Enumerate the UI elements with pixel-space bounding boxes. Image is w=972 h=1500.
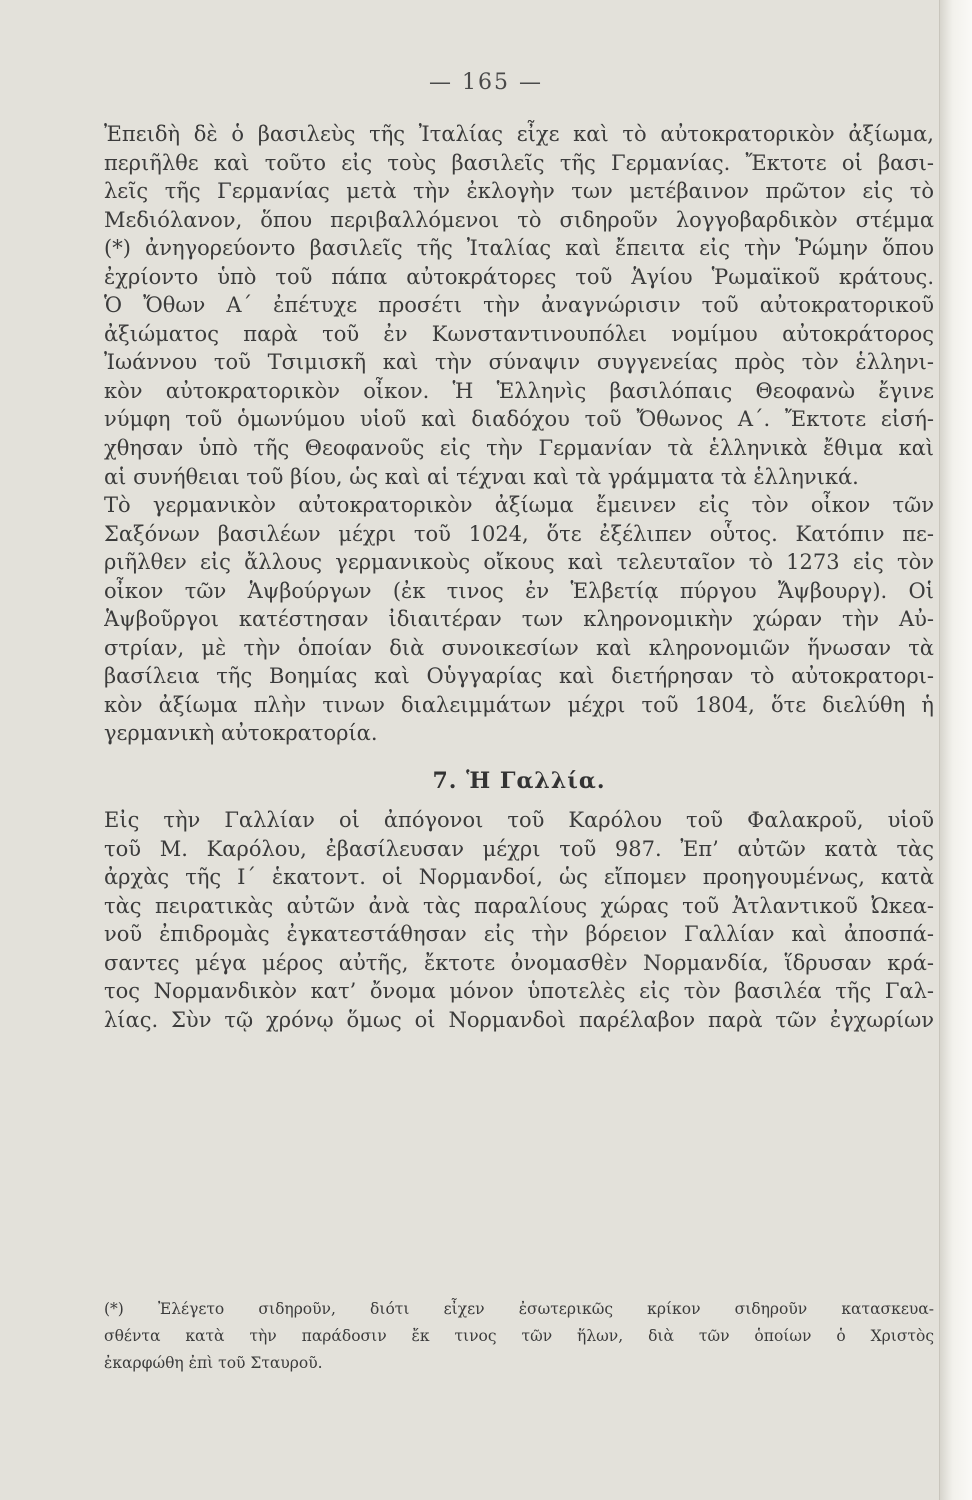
text-line: σαντες μέγα μέρος αὐτῆς, ἔκτοτε ὀνομασθὲν Νορμανδία, ἵδρυσαν κρά- <box>104 950 934 975</box>
paragraph-3 <box>104 806 934 1034</box>
text-line: περιῆλθε καὶ τοῦτο εἰς τοὺς βασιλεῖς τῆς Γερμανίας. Ἔκτοτε οἱ βασι- <box>104 150 934 175</box>
text-line: τοῦ Μ. Καρόλου, ἐβασίλευσαν μέχρι τοῦ 987. Ἐπ’ αὐτῶν κατὰ τὰς <box>104 836 934 861</box>
text-line: στρίαν, μὲ τὴν ὁποίαν διὰ συνοικεσίων καὶ κληρονομιῶν ἥνωσαν τὰ <box>104 635 934 660</box>
paragraph-1 <box>104 120 934 491</box>
page-edge <box>939 0 972 1500</box>
text-line: κὸν ἀξίωμα πλὴν τινων διαλειμμάτων μέχρι τοῦ 1804, ὅτε διελύθη ἡ <box>104 692 934 717</box>
text-line: χθησαν ὑπὸ τῆς Θεοφανοῦς εἰς τὴν Γερμανίαν τὰ ἑλληνικὰ ἔθιμα καὶ <box>104 436 934 461</box>
footnote <box>104 1296 934 1377</box>
text-line: νύμφη τοῦ ὁμωνύμου υἱοῦ καὶ διαδόχου τοῦ Ὄθωνος Α΄. Ἔκτοτε εἰσή- <box>104 407 934 432</box>
footnote-line: ἐκαρφώθη ἐπὶ τοῦ Σταυροῦ. <box>104 1354 323 1372</box>
text-line: Ἁψβοῦργοι κατέστησαν ἰδιαιτέραν των κληρονομικὴν χώραν τὴν Αὐ- <box>104 607 934 632</box>
text-line: βασίλεια τῆς Βοημίας καὶ Οὑγγαρίας καὶ διετήρησαν τὸ αὐτοκρατορι- <box>104 664 934 689</box>
footnote-line: (*) Ἐλέγετο σιδηροῦν, διότι εἶχεν ἐσωτερικῶς κρίκον σιδηροῦν κατασκευα- <box>104 1300 934 1318</box>
paragraph-2 <box>104 491 934 748</box>
text-line: Ἰωάννου τοῦ Τσιμισκῆ καὶ τὴν σύναψιν συγγενείας πρὸς τὸν ἑλληνι- <box>104 350 934 375</box>
text-line: ἀρχὰς τῆς Ι΄ ἑκατοντ. οἱ Νορμανδοί, ὡς εἴπομεν προηγουμένως, κατὰ <box>104 865 934 890</box>
text-line: ἐχρίοντο ὑπὸ τοῦ πάπα αὐτοκράτορες τοῦ Ἁγίου Ῥωμαϊκοῦ κράτους. <box>104 264 934 289</box>
text-line: ριῆλθεν εἰς ἄλλους γερμανικοὺς οἴκους καὶ τελευταῖον τὸ 1273 εἰς τὸν <box>104 550 934 575</box>
text-line: λεῖς τῆς Γερμανίας μετὰ τὴν ἐκλογὴν των μετέβαινον πρῶτον εἰς τὸ <box>104 179 934 204</box>
text-line: νοῦ ἐπιδρομὰς ἐγκατεστάθησαν εἰς τὴν βόρειον Γαλλίαν καὶ ἀποσπά- <box>104 922 934 947</box>
text-line: Ὁ Ὄθων Α΄ ἐπέτυχε προσέτι τὴν ἀναγνώρισιν τοῦ αὐτοκρατορικοῦ <box>104 293 934 318</box>
text-line: Τὸ γερμανικὸν αὐτοκρατορικὸν ἀξίωμα ἔμεινεν εἰς τὸν οἶκον τῶν <box>104 493 934 518</box>
footnote-line: σθέντα κατὰ τὴν παράδοσιν ἔκ τινος τῶν ἥλων, διὰ τῶν ὁποίων ὁ Χριστὸς <box>104 1327 934 1345</box>
body-text <box>104 120 934 1034</box>
text-line: Εἰς τὴν Γαλλίαν οἱ ἀπόγονοι τοῦ Καρόλου τοῦ Φαλακροῦ, υἱοῦ <box>104 808 934 833</box>
text-line: οἶκον τῶν Ἁψβούργων (ἐκ τινος ἐν Ἑλβετίᾳ πύργου Ἄψβουργ). Οἱ <box>104 578 934 603</box>
text-line: Σαξόνων βασιλέων μέχρι τοῦ 1024, ὅτε ἐξέλιπεν οὗτος. Κατόπιν πε- <box>104 521 934 546</box>
text-line: γερμανικὴ αὐτοκρατορία. <box>104 721 378 746</box>
text-line: τὰς πειρατικὰς αὐτῶν ἀνὰ τὰς παραλίους χώρας τοῦ Ἀτλαντικοῦ Ὠκεα- <box>104 893 934 918</box>
text-line: τος Νορμανδικὸν κατ’ ὄνομα μόνον ὑποτελὲς εἰς τὸν βασιλέα τῆς Γαλ- <box>104 979 934 1004</box>
text-line: κὸν αὐτοκρατορικὸν οἶκον. Ἡ Ἑλληνὶς βασιλόπαις Θεοφανὼ ἔγινε <box>104 378 934 403</box>
text-line: αἱ συνήθειαι τοῦ βίου, ὡς καὶ αἱ τέχναι καὶ τὰ γράμματα τὰ ἑλληνικά. <box>104 464 859 489</box>
text-line: ἀξιώματος παρὰ τοῦ ἐν Κωνσταντινουπόλει νομίμου αὐτοκράτορος <box>104 321 934 346</box>
text-line: λίας. Σὺν τῷ χρόνῳ ὅμως οἱ Νορμανδοὶ παρέλαβον παρὰ τῶν ἐγχωρίων <box>104 1007 934 1032</box>
section-heading: 7. Ἡ Γαλλία. <box>432 768 606 795</box>
text-line: Μεδιόλανον, ὅπου περιβαλλόμενοι τὸ σιδηροῦν λογγοβαρδικὸν στέμμα <box>104 207 934 232</box>
text-line: Ἐπειδὴ δὲ ὁ βασιλεὺς τῆς Ἰταλίας εἶχε καὶ τὸ αὐτοκρατορικὸν ἀξίωμα, <box>104 122 934 146</box>
page-number: — 165 — <box>429 70 543 95</box>
text-line: (*) ἀνηγορεύοντο βασιλεῖς τῆς Ἰταλίας καὶ ἔπειτα εἰς τὴν Ῥώμην ὅπου <box>104 236 934 261</box>
